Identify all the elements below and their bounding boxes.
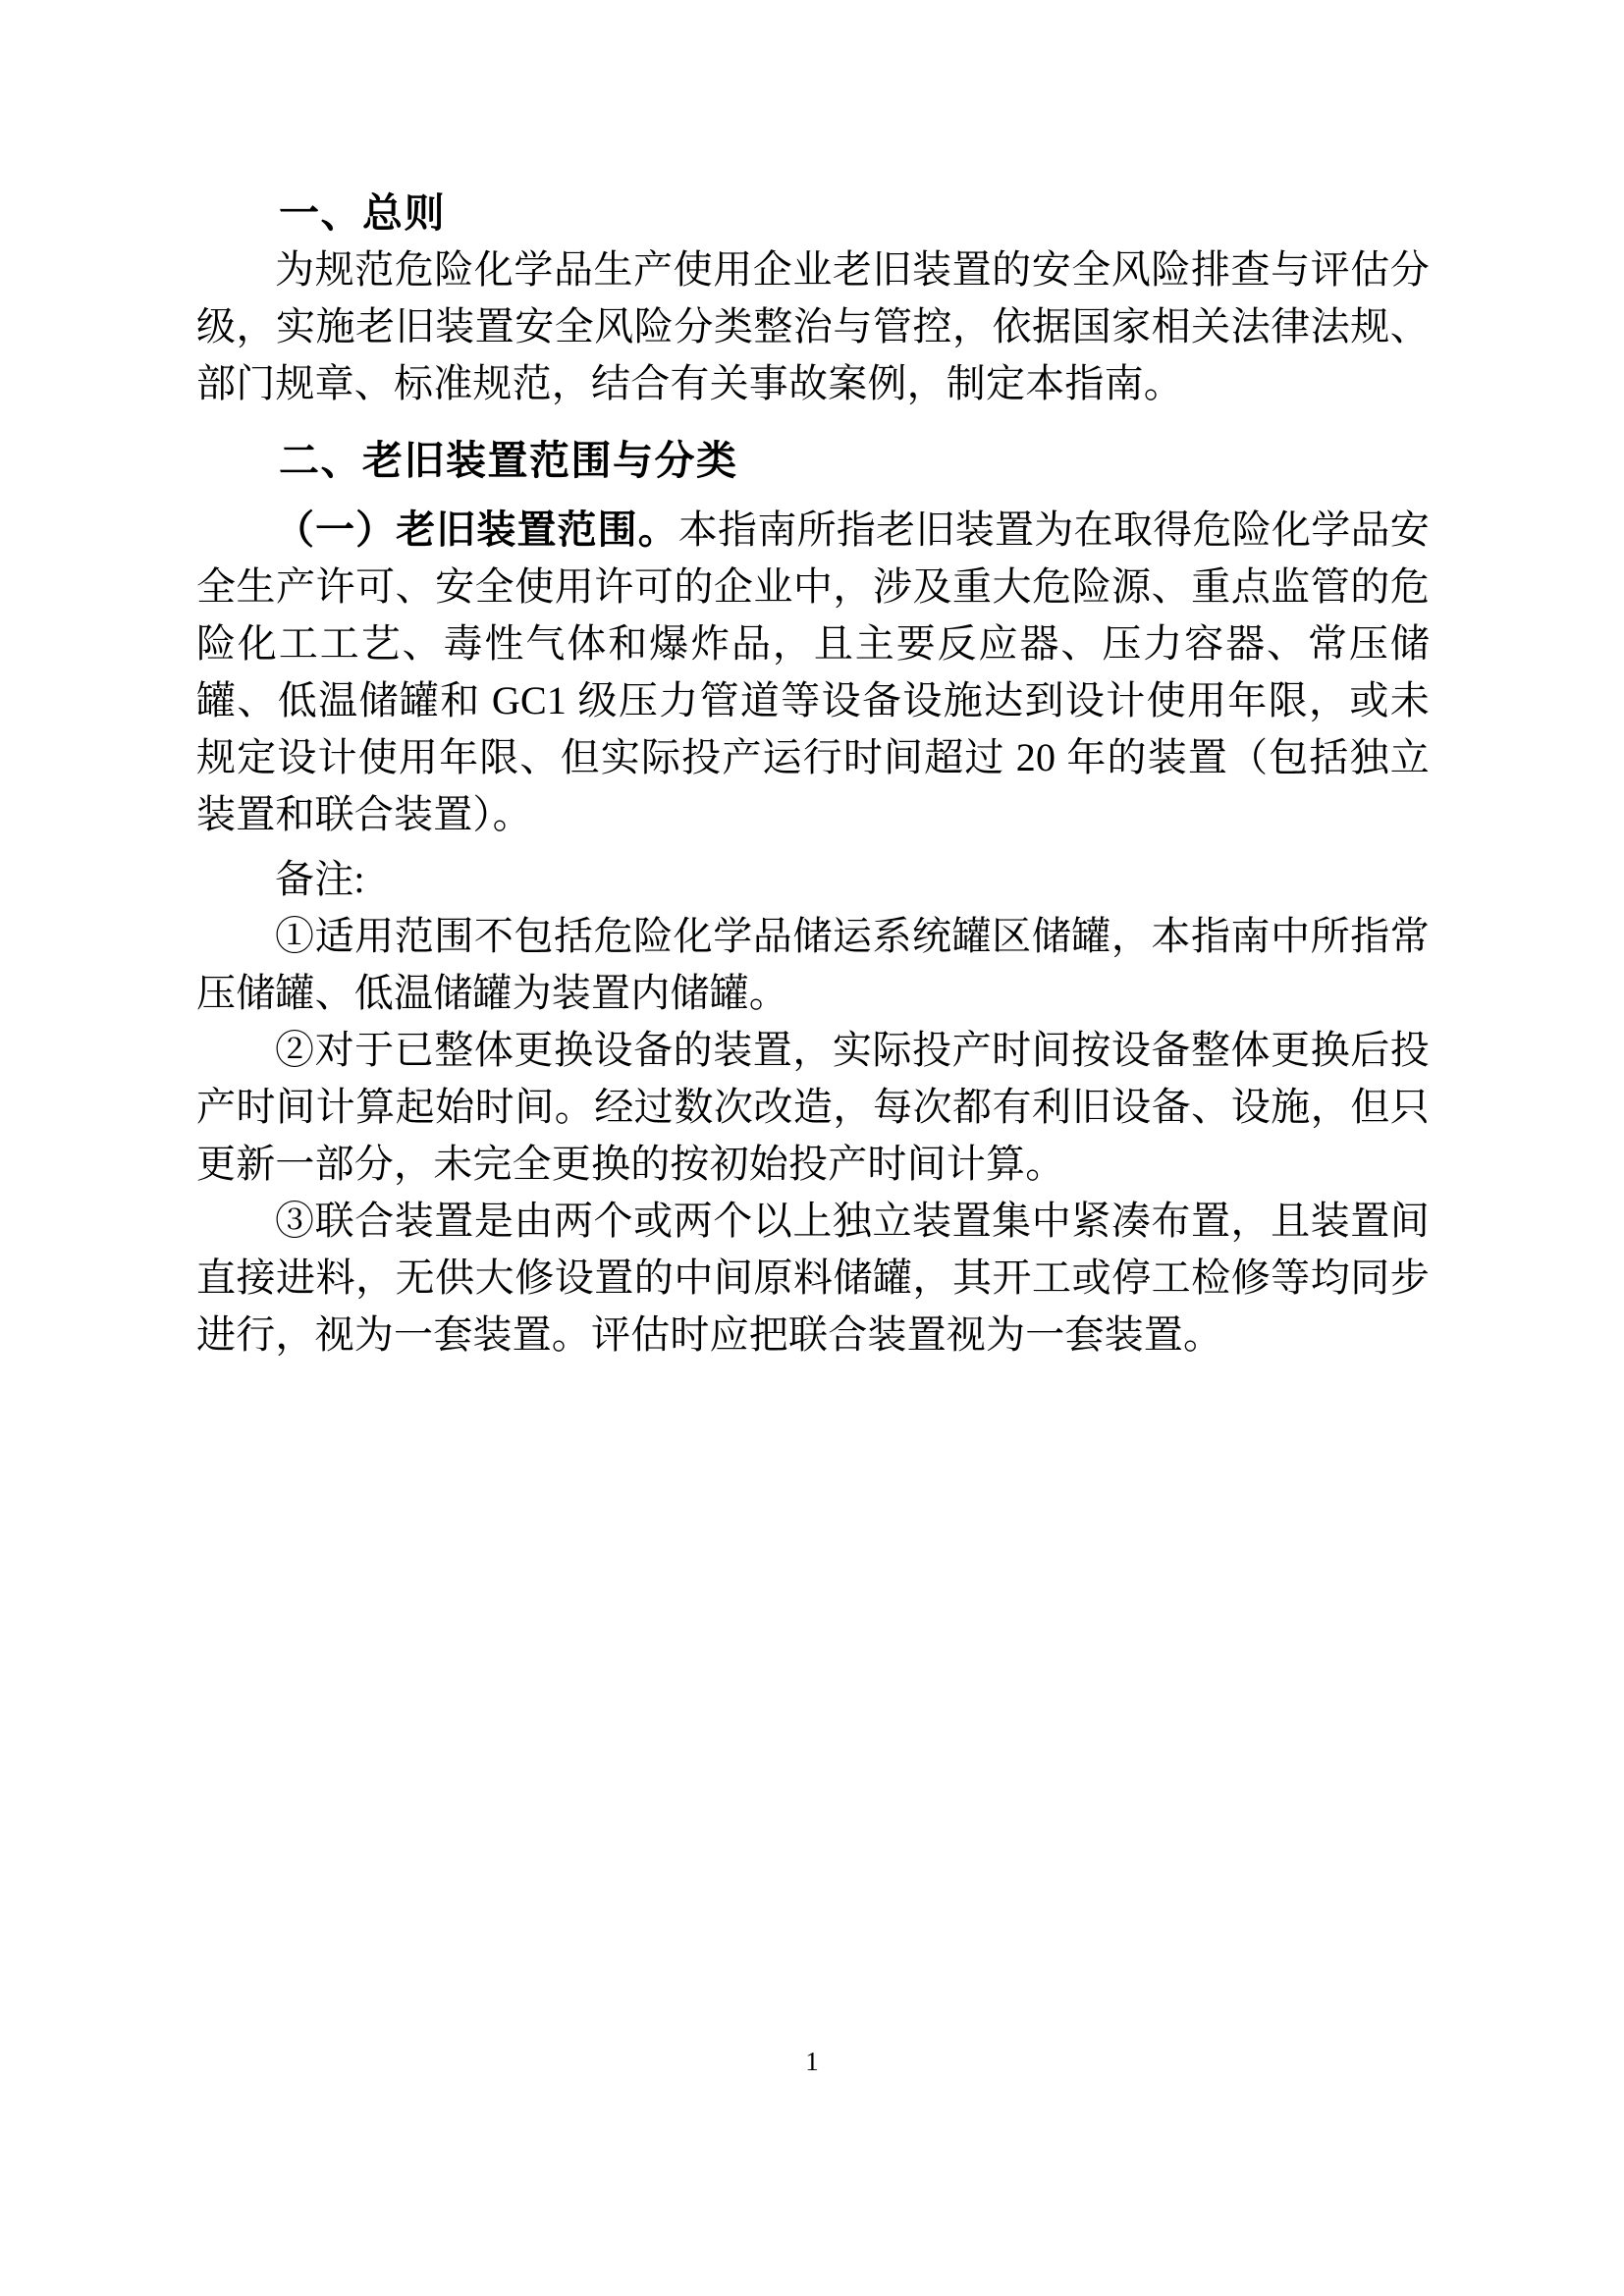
page-number: 1 xyxy=(805,2047,819,2076)
paragraph-purpose: 为规范危险化学品生产使用企业老旧装置的安全风险排查与评估分级，实施老旧装置安全风险分类整治与管控，依据国家相关法律法规、部门规章、标准规范，结合有关事故案例，制定本指南。 xyxy=(196,247,1430,405)
section-heading-general-principles: 一、总则 xyxy=(279,189,446,237)
section-heading-scope-and-classification: 二、老旧装置范围与分类 xyxy=(279,437,738,484)
paragraph-lead-label: （一）老旧装置范围。 xyxy=(275,507,678,552)
paragraph-remark-1: ①适用范围不包括危险化学品储运系统罐区储罐，本指南中所指常压储罐、低温储罐为装置内储罐。 xyxy=(196,914,1430,1015)
paragraph-old-device-scope xyxy=(196,502,1430,843)
page-content xyxy=(196,185,1430,1363)
paragraph-remark-3: ③联合装置是由两个或两个以上独立装置集中紧凑布置，且装置间直接进料，无供大修设置的中间原料储罐，其开工或停工检修等均同步进行，视为一套装置。评估时应把联合装置视为一套装置。 xyxy=(196,1199,1430,1357)
paragraph-remark-2: ②对于已整体更换设备的装置，实际投产时间按设备整体更换后投产时间计算起始时间。经过数次改造，每次都有利旧设备、设施，但只更新一部分，未完全更换的按初始投产时间计算。 xyxy=(196,1028,1430,1186)
paragraph-remarks-label: 备注: xyxy=(275,857,365,901)
paragraph-body-text: 本指南所指老旧装置为在取得危险化学品安全生产许可、安全使用许可的企业中，涉及重大危险源、重点监管的危险化工工艺、毒性气体和爆炸品，且主要反应器、压力容器、常压储罐、低温储罐和 GC1 级压力管道等设备设施达到设计使用年限，或未规定设计使用年限、但实际投产运行时间超过 20 年的装置（包括独立装置和联合装置）。 xyxy=(196,507,1430,836)
